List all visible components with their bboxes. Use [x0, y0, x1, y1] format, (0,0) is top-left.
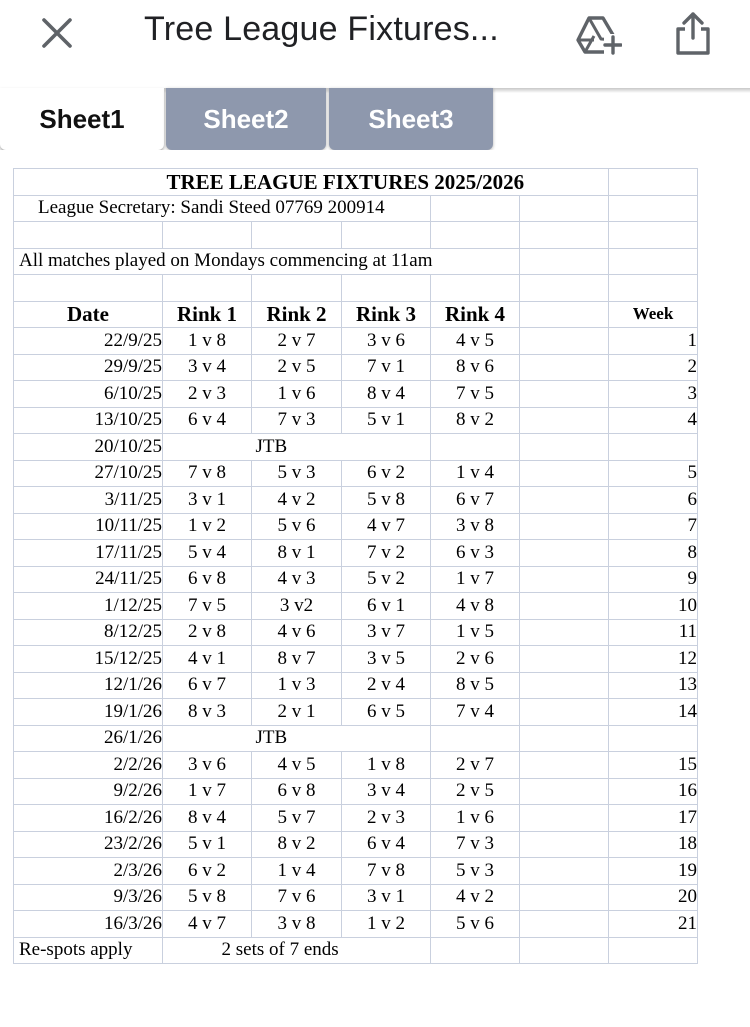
fixture-row [14, 460, 698, 487]
tab-sheet2[interactable]: Sheet2 [166, 88, 326, 150]
fixtures-table [13, 168, 698, 964]
rink1-cell: 3 v 4 [163, 354, 252, 381]
week-cell: 3 [609, 381, 698, 408]
week-cell: 13 [609, 672, 698, 699]
empty-cell [520, 460, 609, 487]
week-cell: 7 [609, 513, 698, 540]
rink2-cell: 3 v2 [252, 593, 342, 620]
empty-cell [431, 937, 520, 964]
date-cell: 1/12/25 [14, 593, 163, 620]
rink2-cell: 7 v 3 [252, 407, 342, 434]
fixture-row [14, 725, 698, 752]
rink4-cell: 7 v 4 [431, 699, 520, 726]
rink1-cell: 1 v 8 [163, 328, 252, 355]
fixture-row [14, 328, 698, 355]
empty-cell [520, 884, 609, 911]
empty-cell [520, 858, 609, 885]
blank-row [14, 275, 698, 302]
rink1-cell: 5 v 4 [163, 540, 252, 567]
header-rink4: Rink 4 [431, 301, 520, 328]
week-cell: 10 [609, 593, 698, 620]
rink3-cell: 3 v 5 [342, 646, 431, 673]
header-rink3: Rink 3 [342, 301, 431, 328]
empty-cell [520, 566, 609, 593]
rink3-cell: 3 v 1 [342, 884, 431, 911]
week-cell: 4 [609, 407, 698, 434]
rink4-cell: 2 v 7 [431, 752, 520, 779]
empty-cell [520, 540, 609, 567]
rink2-cell: 5 v 7 [252, 805, 342, 832]
rink3-cell: 1 v 2 [342, 911, 431, 938]
week-cell: 16 [609, 778, 698, 805]
rink2-cell: 5 v 6 [252, 513, 342, 540]
rink4-cell: 6 v 3 [431, 540, 520, 567]
rink3-cell: 7 v 8 [342, 858, 431, 885]
rink1-cell: 5 v 1 [163, 831, 252, 858]
rink4-cell: 7 v 3 [431, 831, 520, 858]
rink4-cell: 6 v 7 [431, 487, 520, 514]
rink3-cell: 3 v 7 [342, 619, 431, 646]
rink1-cell: 3 v 6 [163, 752, 252, 779]
rink2-cell: 1 v 3 [252, 672, 342, 699]
rink1-cell: 6 v 2 [163, 858, 252, 885]
rink1-cell: 4 v 7 [163, 911, 252, 938]
rink2-cell: JTB [252, 725, 342, 752]
week-cell: 21 [609, 911, 698, 938]
rink4-cell: 4 v 2 [431, 884, 520, 911]
fixture-row [14, 672, 698, 699]
date-cell: 17/11/25 [14, 540, 163, 567]
rink4-cell: 7 v 5 [431, 381, 520, 408]
rink2-cell: JTB [252, 434, 342, 461]
empty-cell [520, 911, 609, 938]
date-cell: 23/2/26 [14, 831, 163, 858]
rink3-cell: 1 v 8 [342, 752, 431, 779]
rink3-cell: 3 v 6 [342, 328, 431, 355]
rink2-cell: 4 v 5 [252, 752, 342, 779]
header-row [14, 301, 698, 328]
rink3-cell: 6 v 5 [342, 699, 431, 726]
fixture-row [14, 911, 698, 938]
week-cell [609, 434, 698, 461]
date-cell: 20/10/25 [14, 434, 163, 461]
date-cell: 29/9/25 [14, 354, 163, 381]
date-cell: 2/2/26 [14, 752, 163, 779]
rink4-cell: 5 v 6 [431, 911, 520, 938]
rink2-cell: 4 v 6 [252, 619, 342, 646]
empty-cell [609, 937, 698, 964]
fixture-row [14, 354, 698, 381]
empty-cell [520, 593, 609, 620]
rink2-cell: 1 v 4 [252, 858, 342, 885]
rink4-cell [431, 725, 520, 752]
rink1-cell: 8 v 3 [163, 699, 252, 726]
week-cell: 9 [609, 566, 698, 593]
rink4-cell: 3 v 8 [431, 513, 520, 540]
rink3-cell: 4 v 7 [342, 513, 431, 540]
date-cell: 13/10/25 [14, 407, 163, 434]
fixture-row [14, 778, 698, 805]
fixture-row [14, 434, 698, 461]
date-cell: 9/2/26 [14, 778, 163, 805]
tab-sheet3[interactable]: Sheet3 [329, 88, 493, 150]
rink3-cell: 7 v 1 [342, 354, 431, 381]
date-cell: 26/1/26 [14, 725, 163, 752]
rink3-cell: 8 v 4 [342, 381, 431, 408]
rink3-cell: 3 v 4 [342, 778, 431, 805]
rink4-cell: 1 v 6 [431, 805, 520, 832]
empty-cell [520, 328, 609, 355]
empty-cell [520, 381, 609, 408]
note-row [14, 248, 698, 275]
empty-cell [520, 805, 609, 832]
date-cell: 9/3/26 [14, 884, 163, 911]
rink3-cell: 5 v 8 [342, 487, 431, 514]
rink2-cell: 3 v 8 [252, 911, 342, 938]
app-bar [0, 0, 750, 88]
rink1-cell: 1 v 7 [163, 778, 252, 805]
rink4-cell: 2 v 6 [431, 646, 520, 673]
rink4-cell: 1 v 5 [431, 619, 520, 646]
share-icon[interactable] [672, 10, 714, 56]
rink2-cell: 2 v 7 [252, 328, 342, 355]
rink1-cell: 3 v 1 [163, 487, 252, 514]
rink1-cell: 6 v 8 [163, 566, 252, 593]
week-cell: 6 [609, 487, 698, 514]
document-title: Tree League Fixtures... [144, 10, 499, 48]
empty-cell [520, 725, 609, 752]
secretary-cell: League Secretary: Sandi Steed 07769 200914 [14, 195, 431, 222]
fixture-row [14, 513, 698, 540]
empty-cell [520, 672, 609, 699]
sheet-tabs [0, 88, 750, 150]
fixture-row [14, 831, 698, 858]
date-cell: 16/2/26 [14, 805, 163, 832]
rink4-cell: 8 v 5 [431, 672, 520, 699]
week-cell: 12 [609, 646, 698, 673]
rink3-cell: 7 v 2 [342, 540, 431, 567]
rink1-cell: 2 v 3 [163, 381, 252, 408]
rink1-cell: 6 v 7 [163, 672, 252, 699]
rink3-cell: 5 v 2 [342, 566, 431, 593]
add-to-drive-icon[interactable] [574, 12, 622, 56]
rink2-cell: 8 v 7 [252, 646, 342, 673]
date-cell: 16/3/26 [14, 911, 163, 938]
rink1-cell [163, 434, 252, 461]
rink4-cell: 8 v 2 [431, 407, 520, 434]
respots-cell: Re-spots apply [14, 937, 163, 964]
week-cell: 8 [609, 540, 698, 567]
fixture-row [14, 884, 698, 911]
rink4-cell [431, 434, 520, 461]
rink2-cell: 6 v 8 [252, 778, 342, 805]
header-rink2: Rink 2 [252, 301, 342, 328]
secretary-row [14, 195, 698, 222]
fixture-row [14, 487, 698, 514]
date-cell: 8/12/25 [14, 619, 163, 646]
rink2-cell: 8 v 1 [252, 540, 342, 567]
close-icon[interactable] [38, 14, 76, 52]
rink3-cell: 5 v 1 [342, 407, 431, 434]
empty-cell [520, 831, 609, 858]
fixture-row [14, 646, 698, 673]
sheet-title: TREE LEAGUE FIXTURES 2025/2026 [163, 169, 609, 196]
rink2-cell: 2 v 1 [252, 699, 342, 726]
rink2-cell: 2 v 5 [252, 354, 342, 381]
date-cell: 15/12/25 [14, 646, 163, 673]
tab-sheet1[interactable]: Sheet1 [0, 88, 164, 150]
rink3-cell: 2 v 4 [342, 672, 431, 699]
rink2-cell: 4 v 2 [252, 487, 342, 514]
rink1-cell: 2 v 8 [163, 619, 252, 646]
rink2-cell: 1 v 6 [252, 381, 342, 408]
empty-cell [520, 407, 609, 434]
rink4-cell: 4 v 8 [431, 593, 520, 620]
rink3-cell: 2 v 3 [342, 805, 431, 832]
week-cell: 15 [609, 752, 698, 779]
fixture-row [14, 619, 698, 646]
week-cell [609, 725, 698, 752]
rink1-cell: 7 v 8 [163, 460, 252, 487]
rink2-cell: 4 v 3 [252, 566, 342, 593]
rink4-cell: 4 v 5 [431, 328, 520, 355]
empty-cell [520, 778, 609, 805]
fixture-row [14, 593, 698, 620]
spreadsheet-view [0, 150, 750, 1027]
week-cell: 14 [609, 699, 698, 726]
week-cell: 5 [609, 460, 698, 487]
empty-cell [520, 434, 609, 461]
empty-cell [520, 646, 609, 673]
note-cell: All matches played on Mondays commencing at 11am [14, 248, 520, 275]
empty-cell [520, 619, 609, 646]
rink1-cell: 7 v 5 [163, 593, 252, 620]
blank-row [14, 222, 698, 249]
empty-cell [520, 354, 609, 381]
empty-cell [520, 699, 609, 726]
rink1-cell: 1 v 2 [163, 513, 252, 540]
date-cell: 6/10/25 [14, 381, 163, 408]
rink1-cell: 6 v 4 [163, 407, 252, 434]
rink1-cell: 8 v 4 [163, 805, 252, 832]
rink1-cell [163, 725, 252, 752]
rink3-cell: 6 v 4 [342, 831, 431, 858]
date-cell: 3/11/25 [14, 487, 163, 514]
rink4-cell: 2 v 5 [431, 778, 520, 805]
fixture-row [14, 805, 698, 832]
week-cell: 11 [609, 619, 698, 646]
rink4-cell: 1 v 4 [431, 460, 520, 487]
ends-cell: 2 sets of 7 ends [252, 937, 342, 964]
rink1-cell: 5 v 8 [163, 884, 252, 911]
date-cell: 27/10/25 [14, 460, 163, 487]
date-cell: 19/1/26 [14, 699, 163, 726]
date-cell: 2/3/26 [14, 858, 163, 885]
week-cell: 17 [609, 805, 698, 832]
empty-cell [520, 752, 609, 779]
empty-cell [342, 937, 431, 964]
fixture-row [14, 566, 698, 593]
date-cell: 22/9/25 [14, 328, 163, 355]
rink2-cell: 5 v 3 [252, 460, 342, 487]
rink2-cell: 8 v 2 [252, 831, 342, 858]
footer-row [14, 937, 698, 964]
header-rink1: Rink 1 [163, 301, 252, 328]
fixture-row [14, 540, 698, 567]
rink2-cell: 7 v 6 [252, 884, 342, 911]
rink4-cell: 1 v 7 [431, 566, 520, 593]
title-row [14, 169, 698, 196]
rink4-cell: 8 v 6 [431, 354, 520, 381]
rink3-cell: 6 v 2 [342, 460, 431, 487]
week-cell: 18 [609, 831, 698, 858]
rink3-cell: 6 v 1 [342, 593, 431, 620]
fixture-row [14, 381, 698, 408]
week-cell: 1 [609, 328, 698, 355]
week-cell: 19 [609, 858, 698, 885]
header-date: Date [14, 301, 163, 328]
date-cell: 24/11/25 [14, 566, 163, 593]
week-cell: 2 [609, 354, 698, 381]
rink3-cell [342, 725, 431, 752]
rink4-cell: 5 v 3 [431, 858, 520, 885]
empty-cell [520, 487, 609, 514]
date-cell: 10/11/25 [14, 513, 163, 540]
empty-cell [520, 513, 609, 540]
rink1-cell: 4 v 1 [163, 646, 252, 673]
fixture-row [14, 858, 698, 885]
date-cell: 12/1/26 [14, 672, 163, 699]
fixture-row [14, 407, 698, 434]
rink3-cell [342, 434, 431, 461]
fixture-row [14, 752, 698, 779]
fixture-row [14, 699, 698, 726]
header-week: Week [609, 301, 698, 328]
empty-cell [520, 937, 609, 964]
week-cell: 20 [609, 884, 698, 911]
